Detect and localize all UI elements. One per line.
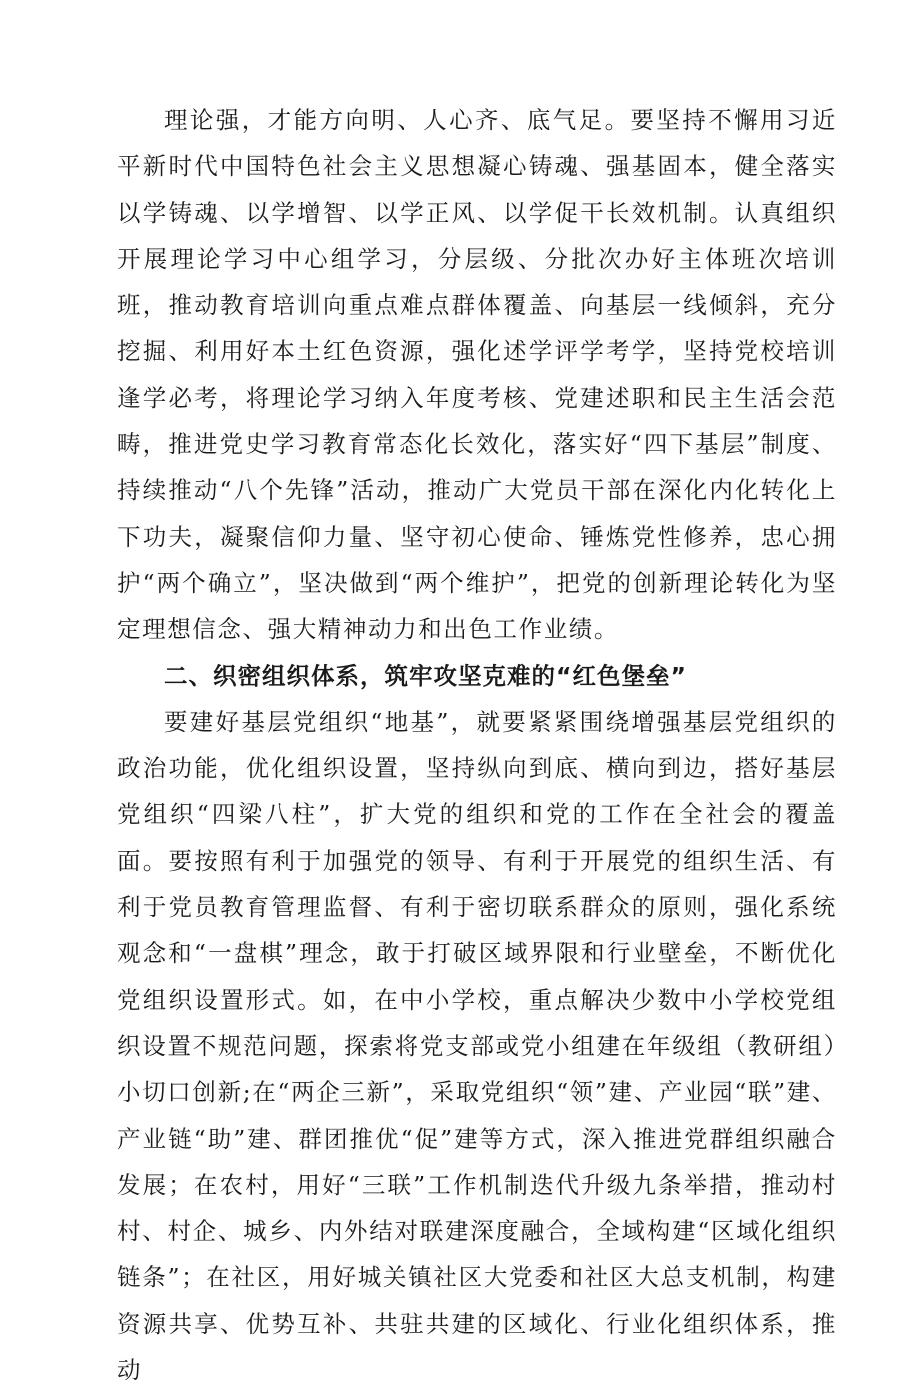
section-heading: 二、织密组织体系，筑牢攻坚克难的“红色堡垒” xyxy=(164,661,687,690)
body-paragraph: 理论强，才能方向明、人心齐、底气足。要坚持不懈用习近平新时代中国特色社会主义思想凝心铸魂、强基固本，健全落实以学铸魂、以学增智、以学正风、以学促干长效机制。认真组织开展理论学习中心组学习，分层级、分批次办好主体班次培训班，推动教育培训向重点难点群体覆盖、向基层一线倾斜，充分挖掘、利用好本土红色资源，强化述学评学考学，坚持党校培训逢学必考，将理论学习纳入年度考核、党建述职和民主生活会范畴，推进党史学习教育常态化长效化，落实好“四下基层”制度、持续推动“八个先锋”活动，推动广大党员干部在深化内化转化上下功夫，凝聚信仰力量、坚守初心使命、锤炼党性修养，忠心拥护“两个确立”，坚决做到“两个维护”，把党的创新理论转化为坚定理想信念、强大精神动力和出色工作业绩。 xyxy=(117,106,837,644)
body-paragraph: 要建好基层党组织“地基”，就要紧紧围绕增强基层党组织的政治功能，优化组织设置，坚持纵向到底、横向到边，搭好基层党组织“四梁八柱”，扩大党的组织和党的工作在全社会的覆盖面。要按照有利于加强党的领导、有利于开展党的组织生活、有利于党员教育管理监督、有利于密切联系群众的原则，强化系统观念和“一盘棋”理念，敢于打破区域界限和行业壁垒，不断优化党组织设置形式。如，在中小学校，重点解决少数中小学校党组织设置不规范问题，探索将党支部或党小组建在年级组（教研组）小切口创新;在“两企三新”，采取党组织“领”建、产业园“联”建、产业链“助”建、群团推优“促”建等方式，深入推进党群组织融合发展；在农村，用好“三联”工作机制迭代升级九条举措，推动村村、村企、城乡、内外结对联建深度融合，全域构建“区域化组织链条”；在社区，用好城关镇社区大党委和社区大总支机制，构建资源共享、优势互补、共驻共建的区域化、行业化组织体系，推动 xyxy=(117,707,837,1385)
document-body xyxy=(117,97,837,1393)
